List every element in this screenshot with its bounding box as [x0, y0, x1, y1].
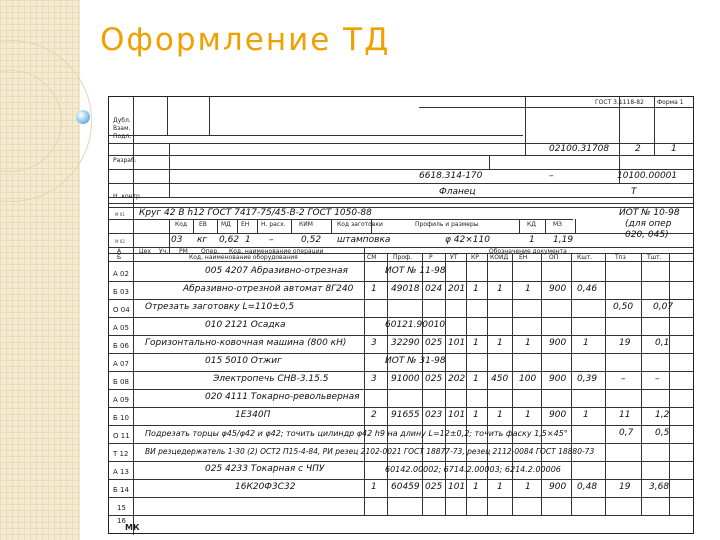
iot-note-1: ИОТ № 10-98 [619, 208, 680, 218]
document-number: 02100.31708 [549, 144, 610, 154]
grid-line [167, 97, 168, 135]
equipment-row: 16К20Ф3С32 [235, 482, 296, 492]
cell-r: 025 [425, 482, 443, 492]
operation-015-doc: ИОТ № 31-98 [385, 356, 446, 366]
grid-line [519, 219, 520, 233]
row-label: 15 [117, 504, 126, 512]
m02-kim: 0,52 [301, 235, 322, 245]
code-number: 10100.00001 [617, 171, 678, 181]
grid-line [571, 253, 572, 515]
grid-line [169, 219, 170, 253]
cell-prof: 91000 [391, 374, 420, 384]
cell-ut: 101 [448, 482, 466, 492]
row-label: А 07 [113, 360, 129, 368]
cell-tpz: 11 [619, 410, 631, 420]
cell-tpz: 0,50 [613, 302, 634, 312]
row-label: 16 [117, 517, 126, 525]
hdr-col-en: ЕН [519, 254, 528, 261]
hdr-rm: РМ [179, 248, 188, 255]
cell-kr: 1 [473, 284, 479, 294]
hdr-ceh: Цех [139, 248, 151, 255]
hdr-kod-obor: Код, наименование оборудования [189, 254, 298, 261]
cell-prof: 91655 [391, 410, 420, 420]
row-label: Б 06 [113, 342, 129, 350]
side-label-dubl: Дубл. [113, 117, 131, 124]
grid-line [109, 203, 693, 204]
cell-ut: 101 [448, 410, 466, 420]
row-label-m01: М 01 [115, 212, 125, 217]
row-label: А 13 [113, 468, 129, 476]
tooling-text: ВИ резцедержатель 1-30 (2) ОСТ2 П15-4-84, РИ резец 2102-0021 ГОСТ 18877-73, резец 2112-0084 ГОСТ 18880-73 [145, 447, 595, 456]
hdr-uch: Уч. [159, 248, 169, 255]
row-label: О 11 [113, 432, 130, 440]
cell-sm: 3 [371, 338, 377, 348]
n-kontr-label: Н. контр. [113, 193, 142, 200]
grid-line [257, 219, 258, 233]
cell-ksht: 0,48 [577, 482, 598, 492]
row-label: Б 14 [113, 486, 129, 494]
grid-line [545, 219, 546, 233]
row-label: Б 10 [113, 414, 129, 422]
grid-line [217, 219, 218, 233]
grid-line [237, 219, 238, 233]
route-card-form [108, 96, 694, 534]
slide-title: Оформление ТД [100, 22, 391, 58]
cell-tpz: – [621, 374, 626, 384]
equipment-row: Горизонтально-ковочная машина (800 кН) [145, 338, 347, 348]
grid-line [445, 253, 446, 515]
hdr-col-sm: СМ [367, 254, 377, 261]
grid-line [331, 219, 332, 233]
grid-line [654, 97, 655, 155]
hdr-col-koid: КОИД [490, 254, 509, 261]
cell-tsht: 0,07 [653, 302, 674, 312]
sheet-number: 1 [671, 144, 677, 154]
operation-005: 005 4207 Абразивно-отрезная [205, 266, 348, 276]
cell-tpz: 19 [619, 338, 631, 348]
operation-005-doc: ИОТ № 11-98 [385, 266, 446, 276]
m02-profil: φ 42×110 [445, 235, 490, 245]
cell-ut: 201 [448, 284, 466, 294]
hdr-col-tsht: Тшт. [647, 254, 662, 261]
m02-nrask: – [269, 235, 274, 245]
operation-015: 015 5010 Отжиг [205, 356, 282, 366]
row-label: А 02 [113, 270, 129, 278]
grid-line [575, 219, 576, 233]
grid-line [193, 219, 194, 233]
cell-ksht: 1 [583, 338, 589, 348]
grid-line [422, 253, 423, 515]
cell-prof: 32290 [391, 338, 420, 348]
row-label: А 05 [113, 324, 129, 332]
cell-prof: 49018 [391, 284, 420, 294]
row-label: О 04 [113, 306, 130, 314]
grid-line [487, 253, 488, 515]
cell-r: 023 [425, 410, 443, 420]
hdr-col-tpz: Тпз [615, 254, 626, 261]
cell-tsht: 1,2 [655, 410, 670, 420]
grid-line [605, 253, 606, 515]
detail-number: 6618.314-170 [419, 171, 483, 181]
equipment-row: Абразивно-отрезной автомат 8Г240 [183, 284, 354, 294]
row-label: Т 12 [113, 450, 129, 458]
hdr-oper: Опер. [201, 248, 220, 255]
cell-kr: 1 [473, 482, 479, 492]
grid-line [512, 253, 513, 515]
form-footer-mk: МК [125, 523, 140, 532]
cell-koid: 1 [497, 338, 503, 348]
cell-koid: 1 [497, 482, 503, 492]
equipment-row: 1Е340П [235, 410, 271, 420]
transition-text: Отрезать заготовку L=110±0,5 [145, 302, 295, 312]
col-kod: Код [175, 221, 188, 228]
hdr-col-prof: Проф. [393, 254, 413, 261]
cell-kr: 1 [473, 410, 479, 420]
cell-koid: 450 [491, 374, 509, 384]
m02-ev: кг [197, 235, 208, 245]
iot-note-2: (для опер [625, 219, 672, 229]
cell-op: 900 [549, 338, 567, 348]
grid-line [641, 253, 642, 515]
col-kd: КД [527, 221, 536, 228]
m02-mz: 1,19 [553, 235, 574, 245]
hdr-col-ksht: Кшт. [577, 254, 593, 261]
standard-label: ГОСТ 3.1118-82 [595, 99, 644, 106]
razrab-label: Разраб. [113, 157, 137, 164]
grid-line [109, 219, 573, 220]
cell-r: 025 [425, 338, 443, 348]
cell-r: 024 [425, 284, 443, 294]
hdr-col-kr: КР [471, 254, 479, 261]
cell-sm: 2 [371, 410, 377, 420]
side-label-podl: Подл. [113, 133, 132, 140]
grid-line [169, 143, 170, 197]
cell-en: 100 [519, 374, 537, 384]
part-name: Фланец [439, 187, 476, 197]
sheets-count: 2 [635, 144, 641, 154]
hdr-b: Б [117, 254, 122, 261]
grid-line [525, 97, 526, 155]
col-en: ЕН [241, 221, 250, 228]
row-label-m02: М 02 [115, 239, 125, 244]
grid-line [109, 515, 693, 516]
cell-op: 900 [549, 410, 567, 420]
grid-line [109, 247, 693, 248]
iot-note-3: 020, 045) [625, 230, 669, 240]
grid-line [669, 253, 670, 515]
cell-kr: 1 [473, 374, 479, 384]
cell-tpz: 0,7 [619, 428, 634, 438]
grid-line [109, 197, 693, 198]
cell-sm: 3 [371, 374, 377, 384]
row-label: Б 03 [113, 288, 129, 296]
grid-line [109, 169, 693, 170]
m02-kod: 03 [171, 235, 183, 245]
col-mz: МЗ [553, 221, 563, 228]
col-nrask: Н. расх. [261, 221, 286, 228]
grid-line [209, 97, 210, 135]
cell-koid: 1 [497, 284, 503, 294]
cell-ksht: 1 [583, 410, 589, 420]
litera-value: Т [631, 187, 637, 197]
m02-md: 0,62 [219, 235, 240, 245]
cell-sm: 1 [371, 284, 377, 294]
cell-prof: 60459 [391, 482, 420, 492]
cell-ut: 202 [448, 374, 466, 384]
bullet-icon [76, 110, 90, 124]
grid-line [109, 233, 693, 234]
hdr-a: А [117, 248, 122, 255]
m02-en: 1 [245, 235, 251, 245]
cell-en: 1 [525, 338, 531, 348]
col-md: МД [221, 221, 231, 228]
grid-line [466, 253, 467, 515]
form-number-label: Форма 1 [657, 99, 684, 106]
cell-tsht: 0,1 [655, 338, 670, 348]
col-kod-zag: Код заготовки [337, 221, 383, 228]
hdr-col-ut: УТ [450, 254, 458, 261]
cell-r: 025 [425, 374, 443, 384]
m02-kd: 1 [529, 235, 535, 245]
hdr-col-op: ОП [549, 254, 559, 261]
cell-en: 1 [525, 482, 531, 492]
cell-en: 1 [525, 284, 531, 294]
col-profil: Профиль и размеры [415, 221, 479, 228]
cell-tsht: 0,5 [655, 428, 670, 438]
cell-tsht: – [655, 374, 660, 384]
grid-line [109, 183, 693, 184]
grid-line [109, 135, 523, 136]
col-ev: ЕВ [199, 221, 207, 228]
cell-ut: 101 [448, 338, 466, 348]
grid-line [109, 155, 693, 156]
cell-tpz: 19 [619, 482, 631, 492]
operation-010: 010 2121 Осадка [205, 320, 286, 330]
cell-op: 900 [549, 482, 567, 492]
grid-line [541, 253, 542, 515]
cell-en: 1 [525, 410, 531, 420]
transition-text: Подрезать торцы φ45/φ42 и φ42; точить цилиндр φ42 h9 на длину L=12±0,2; точить фаску 1,5×45° [145, 429, 568, 438]
grid-line [364, 247, 365, 515]
row-label: Б 08 [113, 378, 129, 386]
operation-025-doc: 60142.00002; 6714.2.00003; 6214.2.00006 [385, 465, 561, 474]
operation-020: 020 4111 Токарно-револьверная [205, 392, 360, 402]
col-kim: КИМ [299, 221, 313, 228]
material-line: Круг 42 В h12 ГОСТ 7417-75/45-В-2 ГОСТ 1050-88 [139, 208, 372, 218]
grid-line [419, 107, 693, 108]
grid-line [387, 253, 388, 515]
cell-op: 900 [549, 284, 567, 294]
cell-kr: 1 [473, 338, 479, 348]
equipment-row: Электропечь СНВ-3.15.5 [213, 374, 329, 384]
hdr-col-r: Р [429, 254, 433, 261]
cell-ksht: 0,39 [577, 374, 598, 384]
cell-ksht: 0,46 [577, 284, 598, 294]
operation-010-doc: 60121.90010 [385, 320, 446, 330]
row-label: А 09 [113, 396, 129, 404]
cell-tsht: 3,68 [649, 482, 670, 492]
cell-op: 900 [549, 374, 567, 384]
grid-line [291, 219, 292, 233]
hdr-kod-naim: Код, наименование операции [229, 248, 324, 255]
grid-line [489, 155, 490, 169]
dash-value: – [549, 171, 554, 181]
cell-koid: 1 [497, 410, 503, 420]
m02-kod-zag: штамповка [337, 235, 391, 245]
hdr-obozn: Обозначение документа [489, 248, 567, 255]
side-label-vzam: Взам. [113, 125, 131, 132]
cell-sm: 1 [371, 482, 377, 492]
operation-025: 025 4233 Токарная с ЧПУ [205, 464, 325, 474]
